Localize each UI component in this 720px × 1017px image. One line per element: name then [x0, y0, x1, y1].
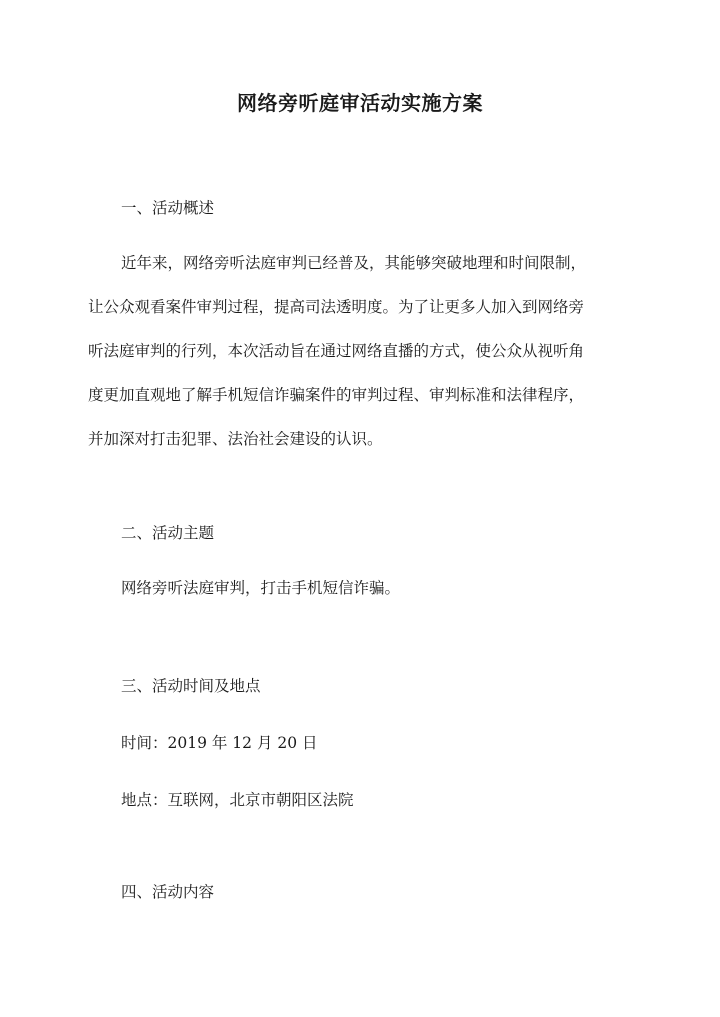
section-heading-theme: 二、活动主题 — [121, 524, 215, 542]
event-time: 时间：2019 年 12 月 20 日 — [121, 734, 318, 752]
paragraph-line: 度更加直观地了解手机短信诈骗案件的审判过程、审判标准和法律程序， — [88, 386, 585, 404]
document-title: 网络旁听庭审活动实施方案 — [237, 91, 483, 115]
paragraph-line: 听法庭审判的行列，本次活动旨在通过网络直播的方式，使公众从视听角 — [88, 342, 585, 360]
paragraph-line: 让公众观看案件审判过程，提高司法透明度。为了让更多人加入到网络旁 — [88, 298, 585, 316]
paragraph-line: 并加深对打击犯罪、法治社会建设的认识。 — [88, 430, 383, 448]
section-heading-overview: 一、活动概述 — [121, 199, 215, 217]
paragraph-line: 近年来，网络旁听法庭审判已经普及，其能够突破地理和时间限制， — [121, 254, 587, 272]
theme-text: 网络旁听法庭审判，打击手机短信诈骗。 — [121, 579, 401, 597]
section-heading-time-place: 三、活动时间及地点 — [121, 677, 261, 695]
section-heading-content: 四、活动内容 — [121, 883, 215, 901]
event-place: 地点：互联网，北京市朝阳区法院 — [121, 791, 354, 809]
